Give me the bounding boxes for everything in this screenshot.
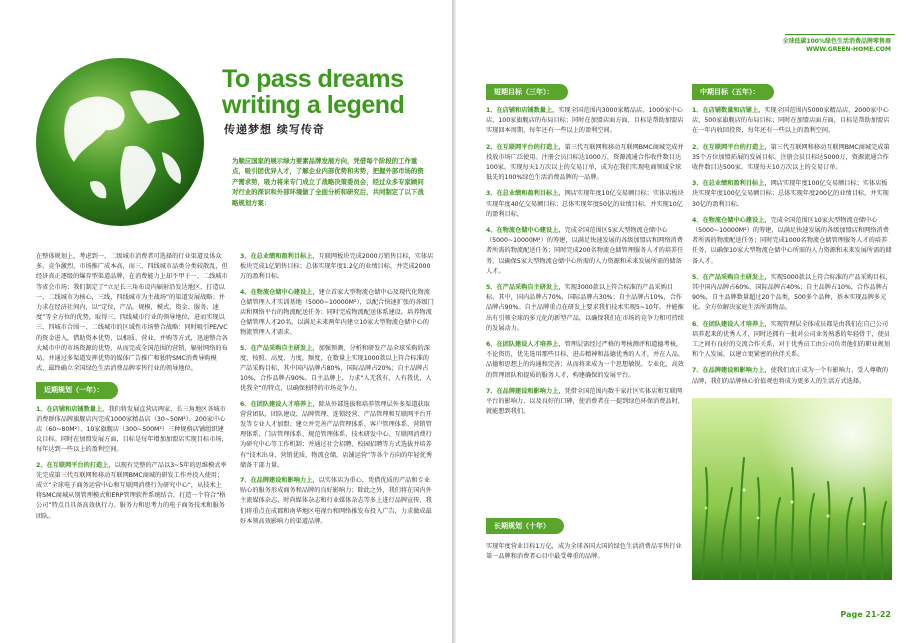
near-item-5 [240, 344, 434, 395]
leaf-globe-icon [30, 52, 210, 232]
short-item-1 [486, 106, 684, 137]
near-item-2-text: 以现有完整的产品以3~5年的思维模式率先完成第三代互联网和移动互联网BMC商城的研发工作并投入使用；成立“全球电子商务运营中心和互联网消费行为研究中心”，从技术上将SMC商城从别管理模式和ERP管理软件系统结合，打造一个符合“格公司”特点且具备高效执行力、服务力和思考力的电子商务技术和服务团队。 [36, 461, 227, 520]
intro-paragraph: 为顺应国家的展示绿力要素品牌发展方向，凭借每个阶段的工作重点，吸引团优异人才，了解企业内部优势和劣势，把握外部市场的资产需求势，吸力将来专门成立了战略决策委员会，经过众多专家顾问对行业的深识和外部环境做了全面分析和研究后，共同制定了以下战略规划方案： [232, 157, 424, 207]
mid-item-6-text: 实现管理层全体成员都是由我们在自己公司培养起来的优秀人才，同时还拥有一批对公司业务熟悉的年轻骨干，使员工之间有良好的交流合作关系，对于优秀员工由公司负责他们的职业规划和个人发展，以建立更紧密的伙伴关系。 [692, 320, 890, 359]
near-item-1-heading: 1、在店铺和店铺数量上， [36, 405, 109, 413]
short-item-1-heading: 1、在店铺和店铺数量上， [486, 107, 559, 114]
near-item-3-text: 互联网板块完成2000万销售目标，实体店板块完成1亿销售目标；总体实现年度1.2亿的业绩目标，并完成2000万的盈利目标。 [240, 253, 434, 281]
short-item-4-heading: 4、在物流仓储中心建设上， [486, 227, 565, 235]
near-item-1 [36, 405, 228, 456]
short-item-3-heading: 3、在总业绩和盈利目标上， [486, 190, 565, 198]
near-item-5-heading: 5、在产品采购自主研发上， [240, 344, 319, 352]
mid-item-7-heading: 7、在品牌建设和影响力上， [692, 367, 771, 375]
short-item-6-text: 管理层需经过严格的考核测评和道德考核，不论资历，优先选用那些目标、进击精神和品德优秀的人才，并在人品、品德和思想上的沟通和完善；从而将来成为一个思想敏锐、专业化、高效的管理团队和提质的服务人才，构建确保的发展平台。 [486, 341, 684, 379]
brand-url: WWW.GREEN-HOME.COM [806, 46, 891, 53]
brand-rule [785, 34, 895, 35]
mid-item-7 [692, 366, 892, 386]
page-number: Page 21-22 [840, 610, 891, 619]
page-subtitle: 传递梦想 续写传奇 [224, 123, 325, 136]
near-item-3 [240, 252, 434, 283]
short-item-1-text: 实现全国范围内3000家精品店、1000家中心店、100家旗舰店的布局目标；同时在加盟店面方面，目标是帮助加盟店实现回本周期，每年还有一些以上的盈利空间。 [486, 107, 684, 135]
left-column [36, 252, 228, 527]
near-item-7 [240, 476, 434, 527]
title-line-1: To pass dreams [222, 65, 404, 93]
section-heading-short-term: 短期目标（三年）： [486, 84, 568, 100]
mid-item-5-heading: 5、在产品采购自主研发上， [692, 273, 771, 281]
near-item-6-heading: 6、在团队建设人才培养上， [240, 400, 319, 408]
mid-item-2 [692, 143, 892, 174]
section-heading-near-term: 近期规划（一年）： [36, 382, 118, 398]
mid-item-6-heading: 6、在团队建设人才培养上， [692, 320, 771, 328]
short-item-3 [486, 189, 684, 220]
near-item-4-heading: 4、在物流仓储中心建设上， [240, 288, 319, 296]
mid-term-column [692, 106, 892, 392]
short-item-7 [486, 387, 684, 418]
short-item-6 [486, 340, 684, 381]
title-line-2: writing a legend [222, 91, 405, 119]
near-item-2 [36, 461, 228, 522]
mid-item-4 [692, 216, 892, 267]
short-item-2-text: 第三代互联网和移动互联网BMC商城完成并投放市场广泛使用。注册会员目标达1000万，资源流通合作收件数目达100家。实现每天1万次以上的交易订单，成为在我们实现电商领域全球低先的100%绿色生活消费品牌的一品牌。 [486, 143, 684, 182]
near-item-1-text: 我们将发展直营店两家、长三角地区各城市消费群体品牌旗舰店内完成1000家精品店（30~50M²）、200家中心店（60~80M²）、10家旗舰店（300~500M²）三种规格店铺组织建议目标。同时在加盟发展方面，目标是每年增加加盟店实现目标市场，每年达到一些以上的盈利空间。 [36, 405, 228, 454]
grass-photo [692, 398, 892, 580]
mid-item-2-heading: 2、在互联网平台的打造上， [692, 143, 771, 151]
short-item-3-text: 网店实现年度10亿交易额目标；实体店板块实现年度40亿交易额目标；总体实现年度50亿的业绩目标，并实现10亿的盈利目标。 [486, 190, 684, 218]
short-item-7-text: 凭借全国范围内数千家社区实体店和互联网平台的影响力，以及良好的口碑，使消费者在一提到绿色环保消费品时，就能想到我们。 [486, 387, 684, 416]
mid-item-1-heading: 1、在店铺数量和店铺上， [692, 107, 765, 114]
near-item-7-heading: 7、在品牌建设和影响力上， [240, 477, 319, 485]
section-heading-long-term: 长期规划（十年） [486, 518, 564, 534]
near-item-3-heading: 3、在总业绩和盈利目标上， [240, 253, 319, 260]
page-title [222, 66, 404, 118]
mid-item-7-text: 使我们真正成为一个有影响力、受人尊敬的品牌，我们的品牌核心价值观也将成为更多人的生活方式选择。 [692, 367, 889, 385]
short-item-6-heading: 6、在团队建设人才培养上， [486, 341, 565, 349]
brand-tagline: 全球低碳100%绿色生活消费品牌零售商 [782, 38, 891, 45]
mid-item-4-text: 完成全国范围区10家大型物流仓储中心（5000~10000M²）的筹建，以满足快速发展的各级加盟店和网络消费者所需的物流配送任务；同时完成1000名物流仓储管理服务人才的培养任务，以确保10家大型物流仓储中心所需的人力资源和未来发展所需的储备人才。 [692, 216, 892, 265]
short-item-7-heading: 7、在品牌建设和影响力上， [486, 387, 565, 395]
middle-column [240, 252, 434, 532]
near-item-2-heading: 2、在互联网平台的打造上， [36, 461, 115, 469]
short-item-4 [486, 226, 684, 277]
right-page [456, 0, 909, 643]
short-item-5-heading: 5、在产品采购自主研发上， [486, 284, 565, 292]
overall-plan-paragraph: 在整体规划上，考虑到一、二级城市消费者可选择的行业渠道及体众多，竞争激烈，市场推广成本高，而三、四线城市品类分类较散乱，但经济真正逐级的爆存型渠道品牌，在消费能力上却不甲于一、二线城市等省会市场；我们制定了“立足长三角布设内辐射沿发达地区，打造以一、二线城市为核心，三线、四线城市为主战场”的渠道发展战略；并力求在经济社间内，以“定位，产品，规模，模式、资金、服务、速度”等全方位的优势，取得三、四线城市行业的领导地位，进而实现以三、四城市合围一、二线城市的区域性市场整合战略：同时吸引PE/VC的资金进入，借助资本优势，以相质、营业、并购等方式，迅速整合各大城市中的市场资源的优势，从而完成全国范围的营销，辐射网络的布局，并通过多渠道发挥优势的媒体广告推广和独特SMC消费导购模式，最终确立全国绿色生活消费品牌零售行业的领导地位。 [36, 253, 228, 373]
short-item-2 [486, 143, 684, 184]
short-term-column [486, 106, 684, 511]
brand-block [782, 38, 891, 54]
section-heading-mid-term: 中期目标（五年）： [692, 84, 774, 100]
left-page [0, 0, 452, 643]
mid-item-6 [692, 320, 892, 361]
mid-item-3-heading: 3、在总业绩和盈利目标上， [692, 180, 771, 188]
mid-item-5 [692, 273, 892, 314]
mid-item-3 [692, 179, 892, 210]
mid-item-1 [692, 106, 892, 137]
mid-item-2-text: 第三代互联网和移动互联网BMC商城完成第35个方位加盟拓展的发展目标。注册会员目标达5000万，资源流通合作收件数目达500家。实现每天10万次以上的交易订单。 [692, 143, 890, 172]
near-item-6 [240, 400, 434, 471]
near-item-4 [240, 288, 434, 339]
short-item-4-text: 完成全国范围区5家大型物流仓储中心（5000~10000M²）的筹建，以满足快速发展的各级加盟店和网络消费者所需的物流配送任务；同时完成200名物流仓储管理服务人才的培养任务，以确保5家大型物流仓储中心所需的人力资源和未来发展所需的储备人才。 [486, 227, 684, 275]
near-item-6-text: 除从外部选拔和培养管理层外多渠道获取营营团队，团队建设、品牌管理、连锁经营、产品管理和互联网平台开发等专业人才加盟；建立并完善产品管理体系、客户管理体系、营销管理体系、门店管理体系、规范管理体系、技术研发中心、互联网消费行为研究中心等工作机制；并通过社会招聘、校园招聘等方式选拔并培养有“技术出身、营销优质，物流仓储，店铺运营”等各个方向的年轻优秀储备干部力量。 [240, 400, 433, 469]
mid-item-5-text: 实现5000款以上符合标准的产品采购目标，其中国内品牌占60%，国际品牌占40%；自主品牌占10%，合作品牌占90%，自主品牌数量超过20个品类，500多个品种，基本实现品牌多元化。全方位解决家庭生活所需物品。 [692, 273, 892, 312]
near-item-7-text: 以实体店为重心，凭借优质的产品和专业贴心的服务形成商务和品牌的良好影响力；除此之外，我们将在国内外主流媒体杂志、时尚媒体杂志和行业媒体杂志等多上进行品牌宣传，我们将重点在成都和南华地区电视台和网络推发布投入广告，力求做成最好本领高效影响力的渠道品牌。 [240, 477, 432, 525]
long-term-text: 实现年度营业目标1万亿，成为全球各国大国的绿色生活消费品零售行业第一品牌和消费者心目中最受尊重的品牌。 [486, 543, 682, 561]
short-item-2-heading: 2、在互联网平台的打造上， [486, 143, 565, 151]
mid-item-1-text: 实现全国范围内5000家精品店、2000家中心店、500家旗舰店的布局目标；同时在加盟店面方面，目标是帮助加盟店在一年内收回投资，每年还有一些以上的盈利空间。 [692, 107, 890, 135]
near-item-5-text: 加强预测、分析和研发产品全球采购的深度，按照、高度、力度，频度，在数量上实现1000款以上符合标准的产品采购目标，其中国内品牌占80%，国际品牌占20%；自主品牌占10%，合作品牌占90%。自主品牌上，力求“人无我有、人有我优、人优我全”的特点，以确保独特的市场竞争力。 [240, 344, 432, 393]
mid-item-4-heading: 4、在物流仓储中心建设上， [692, 216, 771, 224]
short-item-5 [486, 283, 684, 334]
short-item-5-text: 实现3000款以上符合标准的产品采购目标，其中，国内品牌占70%，国际品牌占30%；自主品牌占10%，合作品牌占90%。自主品牌重点在研发上要求我们技术实现5~10年，并能推出有引领全球的多元化的新型产品，以确保我们在市场的竞争力和可持续的发展动力。 [486, 284, 684, 332]
mid-item-3-text: 网店实现年度100亿交易额目标；实体店板块实现年度100亿交易额目标；总体实现年度200亿的业绩目标，并实现30亿的盈利目标。 [692, 180, 889, 208]
near-item-4-text: 建立首家大型物流仓储中心及现代化物流仓储管理人才实训基地（5000~10000M²），以配合快速扩张的各级门店和网络平台的物流配送任务；同时完成物流配送体系建设。培养物流仓储管理人才20名，以满足未来两年内建立10家大型物流仓储中心的物流管理人才需求。 [240, 288, 434, 337]
